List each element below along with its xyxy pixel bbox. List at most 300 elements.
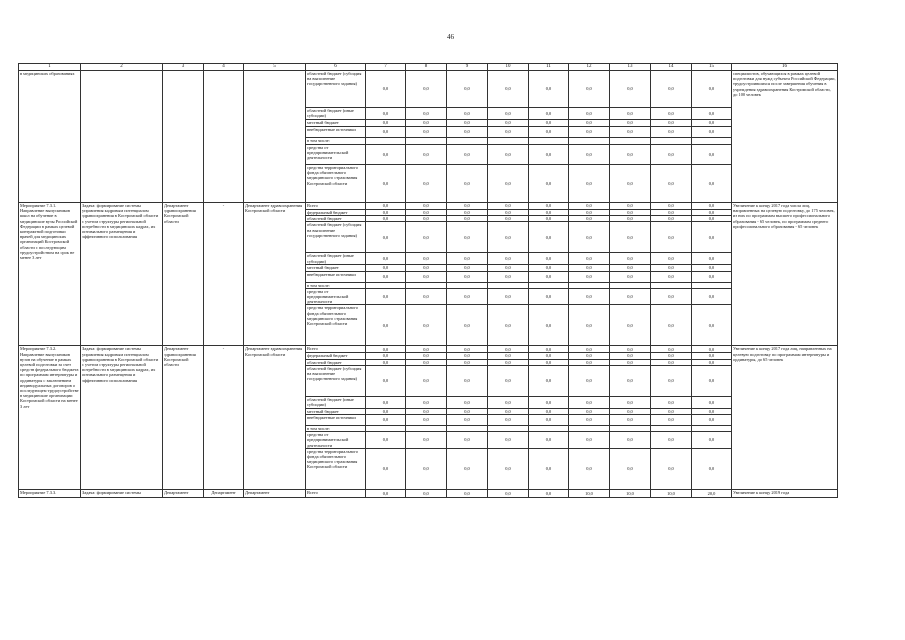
amount-cell: 0,0 [651, 120, 692, 127]
amount-cell: 0,0 [488, 222, 529, 253]
page-number: 46 [447, 33, 454, 41]
amount-cell: 0,0 [692, 216, 732, 222]
amount-cell: 0,0 [529, 365, 569, 396]
amount-cell: 0,0 [366, 108, 406, 120]
amount-cell: 0,0 [406, 222, 447, 253]
funding-source-cell: местный бюджет [306, 408, 366, 414]
amount-cell: 0,0 [651, 203, 692, 210]
amount-cell: 0,0 [406, 203, 447, 210]
amount-cell: 0,0 [692, 145, 732, 165]
amount-cell: 0,0 [692, 365, 732, 396]
amount-cell: 0,0 [610, 408, 651, 414]
amount-cell: 0,0 [692, 346, 732, 353]
funding-source-cell: внебюджетные источники [306, 415, 366, 426]
amount-cell: 0,0 [610, 288, 651, 305]
amount-cell: 0,0 [692, 253, 732, 265]
column-number: 13 [610, 64, 651, 71]
expected-result-cell: Увеличение к концу 2017 года числа лиц, направленных на целевую подготовку, до 175 человек, из них по программам высшего профессионального образования - 65 человек, по программам среднего профессионального образования - 65 человек [732, 203, 838, 346]
amount-cell: 0,0 [447, 415, 488, 426]
amount-cell: 0,0 [692, 353, 732, 359]
amount-cell: 0,0 [610, 222, 651, 253]
amount-cell: 0,0 [651, 127, 692, 138]
amount-cell: 0,0 [529, 203, 569, 210]
amount-cell: 0,0 [651, 288, 692, 305]
amount-cell [447, 138, 488, 145]
amount-cell [406, 138, 447, 145]
amount-cell: 0,0 [488, 415, 529, 426]
amount-cell: 0,0 [651, 71, 692, 108]
amount-cell: 0,0 [651, 145, 692, 165]
amount-cell: 0,0 [651, 448, 692, 489]
amount-cell: 0,0 [569, 120, 610, 127]
amount-cell: 0,0 [610, 365, 651, 396]
amount-cell: 0,0 [651, 216, 692, 222]
amount-cell: 0,0 [610, 165, 651, 203]
amount-cell: 0,0 [488, 365, 529, 396]
funding-source-cell: в том числе: [306, 282, 366, 288]
amount-cell: 0,0 [692, 415, 732, 426]
funding-source-cell: средства от предпринимательской деятельности [306, 145, 366, 165]
amount-cell [488, 138, 529, 145]
amount-cell: 0,0 [447, 203, 488, 210]
amount-cell: 0,0 [610, 346, 651, 353]
amount-cell: 0,0 [651, 396, 692, 408]
amount-cell: 0,0 [406, 396, 447, 408]
amount-cell: 0,0 [447, 216, 488, 222]
amount-cell: 0,0 [529, 305, 569, 346]
amount-cell: 0,0 [447, 253, 488, 265]
amount-cell: 0,0 [366, 271, 406, 282]
amount-cell: 0,0 [406, 271, 447, 282]
executor-cell: Департамент здравоохранения Костромской области [163, 346, 204, 489]
amount-cell: 10,0 [610, 489, 651, 497]
funding-source-cell: внебюджетные источники [306, 127, 366, 138]
executor-cell [163, 71, 204, 203]
budget-table [18, 63, 838, 498]
funding-source-cell: в том числе: [306, 426, 366, 432]
amount-cell: 0,0 [529, 127, 569, 138]
column-number: 15 [692, 64, 732, 71]
funding-source-cell: федеральный бюджет [306, 210, 366, 216]
amount-cell: 0,0 [529, 288, 569, 305]
responsible-cell: Департамент здравоохранения Костромской области [244, 203, 306, 346]
amount-cell: 0,0 [406, 432, 447, 449]
amount-cell: 0,0 [692, 222, 732, 253]
amount-cell: 0,0 [692, 448, 732, 489]
amount-cell: 0,0 [569, 71, 610, 108]
amount-cell: 0,0 [447, 108, 488, 120]
responsible-cell: Департамент [244, 489, 306, 497]
column-number: 12 [569, 64, 610, 71]
amount-cell: 0,0 [447, 222, 488, 253]
amount-cell: 0,0 [488, 353, 529, 359]
amount-cell: 0,0 [366, 396, 406, 408]
amount-cell: 0,0 [406, 346, 447, 353]
amount-cell: 0,0 [447, 265, 488, 271]
amount-cell: 10,0 [651, 489, 692, 497]
amount-cell: 0,0 [651, 408, 692, 414]
amount-cell: 0,0 [569, 222, 610, 253]
funding-source-cell: средства территориального фонда обязательного медицинского страхования Костромской области [306, 305, 366, 346]
amount-cell: 0,0 [692, 305, 732, 346]
amount-cell: 0,0 [651, 353, 692, 359]
amount-cell: 0,0 [692, 210, 732, 216]
amount-cell: 0,0 [406, 448, 447, 489]
amount-cell: 0,0 [651, 108, 692, 120]
amount-cell: 0,0 [488, 210, 529, 216]
table-row [19, 346, 838, 353]
amount-cell: 0,0 [692, 127, 732, 138]
amount-cell: 0,0 [610, 396, 651, 408]
amount-cell: 0,0 [366, 365, 406, 396]
amount-cell: 0,0 [447, 408, 488, 414]
table-row [19, 489, 838, 497]
amount-cell: 0,0 [447, 305, 488, 346]
amount-cell: 0,0 [610, 271, 651, 282]
amount-cell: 0,0 [447, 346, 488, 353]
task-cell: Задача: формирование системы управления кадровым потенциалом здравоохранения в Костромской области с учетом структуры региональной потребности в медицинских кадрах, их оптимального размещения и эффективного использования [81, 203, 163, 346]
amount-cell: 0,0 [529, 353, 569, 359]
amount-cell: 0,0 [447, 448, 488, 489]
amount-cell: 0,0 [692, 71, 732, 108]
amount-cell: 0,0 [406, 359, 447, 365]
amount-cell: 0,0 [610, 210, 651, 216]
column-number: 5 [244, 64, 306, 71]
amount-cell: 0,0 [651, 253, 692, 265]
amount-cell: 0,0 [529, 222, 569, 253]
amount-cell: 0,0 [488, 346, 529, 353]
amount-cell [692, 138, 732, 145]
amount-cell: 0,0 [488, 448, 529, 489]
amount-cell: 0,0 [529, 271, 569, 282]
amount-cell: 0,0 [529, 120, 569, 127]
amount-cell: 0,0 [651, 305, 692, 346]
amount-cell: 0,0 [488, 359, 529, 365]
amount-cell: 0,0 [651, 265, 692, 271]
amount-cell: 0,0 [406, 210, 447, 216]
amount-cell: 0,0 [447, 432, 488, 449]
amount-cell: 0,0 [488, 165, 529, 203]
amount-cell: 0,0 [488, 396, 529, 408]
amount-cell: 0,0 [569, 165, 610, 203]
amount-cell: 0,0 [366, 165, 406, 203]
measure-cell: Мероприятие 7.3.2. Направление выпускников вузов на обучение в рамках целевой подготовки за счет средств федерального бюджета по программам интернатуры и ординатуры с заключением индивидуальных договоров о последующем трудоустройстве в медицинские организации Костромской области на менее 3 лет [19, 346, 81, 489]
amount-cell: 0,0 [529, 396, 569, 408]
amount-cell: 0,0 [569, 288, 610, 305]
amount-cell: 0,0 [366, 305, 406, 346]
amount-cell: 0,0 [366, 288, 406, 305]
funding-source-cell: областной бюджет (субсидия на выполнение государственного задания) [306, 71, 366, 108]
amount-cell: 0,0 [488, 305, 529, 346]
funding-source-cell: местный бюджет [306, 120, 366, 127]
amount-cell: 0,0 [610, 265, 651, 271]
funding-source-cell: средства от предпринимательской деятельности [306, 432, 366, 449]
funding-source-cell: Всего [306, 489, 366, 497]
amount-cell: 0,0 [488, 408, 529, 414]
amount-cell: 0,0 [651, 365, 692, 396]
funding-source-cell: областной бюджет [306, 216, 366, 222]
amount-cell: 0,0 [366, 432, 406, 449]
amount-cell: 0,0 [569, 365, 610, 396]
funding-source-cell: областной бюджет (иные субсидии) [306, 108, 366, 120]
amount-cell: 0,0 [488, 108, 529, 120]
funding-source-cell: федеральный бюджет [306, 353, 366, 359]
amount-cell: 0,0 [447, 396, 488, 408]
amount-cell: 0,0 [366, 127, 406, 138]
amount-cell: 0,0 [529, 448, 569, 489]
amount-cell: 0,0 [610, 359, 651, 365]
amount-cell: 0,0 [569, 346, 610, 353]
amount-cell: 0,0 [569, 432, 610, 449]
amount-cell: 0,0 [488, 432, 529, 449]
column-number: 2 [81, 64, 163, 71]
amount-cell [366, 138, 406, 145]
amount-cell: 0,0 [651, 415, 692, 426]
amount-cell: 0,0 [529, 415, 569, 426]
amount-cell: 0,0 [406, 365, 447, 396]
responsible-cell: Департамент здравоохранения Костромской области [244, 346, 306, 489]
amount-cell: 0,0 [610, 127, 651, 138]
funding-source-cell: областной бюджет (иные субсидии) [306, 396, 366, 408]
amount-cell: 0,0 [569, 108, 610, 120]
amount-cell: 0,0 [692, 265, 732, 271]
amount-cell: 0,0 [447, 210, 488, 216]
amount-cell: 0,0 [406, 165, 447, 203]
amount-cell: 0,0 [366, 265, 406, 271]
amount-cell [610, 138, 651, 145]
column-number: 3 [163, 64, 204, 71]
amount-cell: 0,0 [406, 408, 447, 414]
column-number: 9 [447, 64, 488, 71]
amount-cell: 0,0 [610, 108, 651, 120]
amount-cell: 0,0 [692, 396, 732, 408]
amount-cell: 0,0 [651, 222, 692, 253]
amount-cell: 0,0 [488, 253, 529, 265]
amount-cell: 0,0 [529, 253, 569, 265]
funding-source-cell: средства территориального фонда обязательного медицинского страхования Костромской области [306, 448, 366, 489]
amount-cell [529, 138, 569, 145]
amount-cell: 0,0 [447, 359, 488, 365]
amount-cell: 0,0 [692, 271, 732, 282]
amount-cell: 0,0 [529, 145, 569, 165]
amount-cell: 0,0 [529, 165, 569, 203]
amount-cell: 0,0 [406, 288, 447, 305]
amount-cell: 0,0 [366, 408, 406, 414]
amount-cell: 0,0 [488, 145, 529, 165]
amount-cell: 0,0 [447, 120, 488, 127]
amount-cell: 0,0 [366, 448, 406, 489]
amount-cell: 0,0 [569, 448, 610, 489]
amount-cell: 0,0 [366, 415, 406, 426]
amount-cell: 0,0 [366, 120, 406, 127]
table-row [19, 71, 838, 108]
amount-cell: 0,0 [569, 271, 610, 282]
amount-cell: 0,0 [366, 353, 406, 359]
amount-cell: 0,0 [406, 489, 447, 497]
amount-cell: 0,0 [488, 288, 529, 305]
amount-cell: 0,0 [692, 165, 732, 203]
column-number: 4 [204, 64, 244, 71]
amount-cell: 0,0 [447, 288, 488, 305]
amount-cell: 0,0 [569, 265, 610, 271]
amount-cell: 0,0 [406, 353, 447, 359]
amount-cell: 0,0 [366, 359, 406, 365]
amount-cell: 0,0 [447, 71, 488, 108]
measure-cell: Мероприятие 7.3.3. [19, 489, 81, 497]
column-number: 10 [488, 64, 529, 71]
amount-cell: 0,0 [529, 489, 569, 497]
amount-cell: 0,0 [610, 71, 651, 108]
amount-cell: 0,0 [406, 71, 447, 108]
column-number: 11 [529, 64, 569, 71]
funding-source-cell: Всего [306, 346, 366, 353]
amount-cell: 0,0 [406, 145, 447, 165]
amount-cell: 0,0 [692, 288, 732, 305]
funding-source-cell: внебюджетные источники [306, 271, 366, 282]
amount-cell: 0,0 [569, 396, 610, 408]
executor-cell: Департамент [163, 489, 204, 497]
amount-cell: 0,0 [366, 203, 406, 210]
amount-cell: 0,0 [692, 120, 732, 127]
amount-cell: 0,0 [569, 353, 610, 359]
amount-cell: 0,0 [406, 127, 447, 138]
amount-cell: 0,0 [366, 222, 406, 253]
amount-cell: 0,0 [447, 271, 488, 282]
funding-source-cell: Всего [306, 203, 366, 210]
co-executor-cell: Департамент [204, 489, 244, 497]
executor-cell: Департамент здравоохранения Костромской области [163, 203, 204, 346]
task-cell [81, 71, 163, 203]
amount-cell: 0,0 [366, 346, 406, 353]
expected-result-cell: Увеличение к концу 2017 года лиц, направленных на целевую подготовку по программам интернатуры и ординатуры, до 65 человек [732, 346, 838, 489]
measure-cell: в медицинских образованиях [19, 71, 81, 203]
amount-cell: 0,0 [366, 216, 406, 222]
funding-source-cell: местный бюджет [306, 265, 366, 271]
amount-cell: 0,0 [569, 216, 610, 222]
amount-cell: 0,0 [529, 216, 569, 222]
amount-cell: 0,0 [529, 359, 569, 365]
amount-cell: 0,0 [610, 216, 651, 222]
amount-cell: 0,0 [366, 145, 406, 165]
amount-cell: 0,0 [406, 216, 447, 222]
amount-cell: 0,0 [610, 353, 651, 359]
amount-cell: 0,0 [651, 432, 692, 449]
amount-cell: 0,0 [692, 359, 732, 365]
column-number: 16 [732, 64, 838, 71]
amount-cell: 0,0 [366, 71, 406, 108]
amount-cell: 0,0 [610, 432, 651, 449]
funding-source-cell: в том числе: [306, 138, 366, 145]
co-executor-cell: - [204, 346, 244, 489]
funding-source-cell: областной бюджет (субсидия на выполнение государственного задания) [306, 365, 366, 396]
amount-cell: 0,0 [651, 346, 692, 353]
amount-cell: 0,0 [569, 415, 610, 426]
amount-cell: 0,0 [610, 145, 651, 165]
task-cell: Задача: формирование системы управления кадровым потенциалом здравоохранения в Костромской области с учетом структуры региональной потребности в медицинских кадрах, их оптимального размещения и эффективного использования [81, 346, 163, 489]
funding-source-cell: областной бюджет (иные субсидии) [306, 253, 366, 265]
amount-cell [569, 138, 610, 145]
amount-cell: 0,0 [488, 216, 529, 222]
amount-cell: 20,0 [692, 489, 732, 497]
amount-cell: 0,0 [569, 203, 610, 210]
amount-cell: 0,0 [651, 271, 692, 282]
amount-cell: 0,0 [610, 120, 651, 127]
amount-cell: 0,0 [406, 108, 447, 120]
column-number: 14 [651, 64, 692, 71]
column-number: 6 [306, 64, 366, 71]
amount-cell: 0,0 [488, 489, 529, 497]
measure-cell: Мероприятие 7.3.1. Направление выпускников школ на обучение в медицинские вузы Российской Федерации в рамках целевой контрактной подготовки врачей для медицинских организаций Костромской области с последующим трудоустройством на срок не менее 3 лет [19, 203, 81, 346]
amount-cell: 0,0 [692, 432, 732, 449]
amount-cell: 0,0 [651, 359, 692, 365]
funding-source-cell: областной бюджет [306, 359, 366, 365]
co-executor-cell: - [204, 203, 244, 346]
amount-cell: 0,0 [569, 305, 610, 346]
column-number: 1 [19, 64, 81, 71]
amount-cell: 0,0 [406, 253, 447, 265]
amount-cell: 0,0 [447, 489, 488, 497]
amount-cell: 0,0 [529, 432, 569, 449]
amount-cell: 10,0 [569, 489, 610, 497]
amount-cell: 0,0 [406, 120, 447, 127]
amount-cell: 0,0 [488, 120, 529, 127]
amount-cell: 0,0 [692, 408, 732, 414]
amount-cell: 0,0 [569, 145, 610, 165]
amount-cell: 0,0 [366, 210, 406, 216]
amount-cell: 0,0 [529, 408, 569, 414]
amount-cell: 0,0 [406, 265, 447, 271]
funding-source-cell: областной бюджет (субсидия на выполнение государственного задания) [306, 222, 366, 253]
amount-cell: 0,0 [569, 253, 610, 265]
amount-cell: 0,0 [569, 408, 610, 414]
expected-result-cell: Увеличение к концу 2019 года [732, 489, 838, 497]
amount-cell: 0,0 [610, 415, 651, 426]
expected-result-cell: специалистов, обучающихся в рамках целевой подготовки для нужд субъекта Российской Федерации, трудоустроившихся после завершения обучения в учреждения здравоохранения Костромской области, до 100 человек [732, 71, 838, 203]
amount-cell: 0,0 [651, 210, 692, 216]
responsible-cell [244, 71, 306, 203]
amount-cell: 0,0 [406, 415, 447, 426]
amount-cell: 0,0 [692, 203, 732, 210]
amount-cell: 0,0 [447, 353, 488, 359]
amount-cell: 0,0 [569, 127, 610, 138]
amount-cell: 0,0 [488, 127, 529, 138]
amount-cell: 0,0 [651, 165, 692, 203]
amount-cell: 0,0 [529, 108, 569, 120]
amount-cell: 0,0 [529, 210, 569, 216]
amount-cell: 0,0 [488, 265, 529, 271]
amount-cell: 0,0 [610, 253, 651, 265]
co-executor-cell [204, 71, 244, 203]
amount-cell: 0,0 [447, 127, 488, 138]
amount-cell: 0,0 [610, 305, 651, 346]
funding-source-cell: средства от предпринимательской деятельности [306, 288, 366, 305]
amount-cell: 0,0 [529, 265, 569, 271]
header-row [19, 64, 838, 71]
amount-cell: 0,0 [610, 448, 651, 489]
amount-cell: 0,0 [529, 71, 569, 108]
amount-cell: 0,0 [488, 203, 529, 210]
amount-cell: 0,0 [447, 165, 488, 203]
amount-cell: 0,0 [488, 71, 529, 108]
amount-cell: 0,0 [692, 108, 732, 120]
amount-cell: 0,0 [488, 271, 529, 282]
amount-cell: 0,0 [529, 346, 569, 353]
amount-cell: 0,0 [447, 365, 488, 396]
column-number: 8 [406, 64, 447, 71]
table-row [19, 203, 838, 210]
amount-cell: 0,0 [569, 359, 610, 365]
amount-cell: 0,0 [406, 305, 447, 346]
